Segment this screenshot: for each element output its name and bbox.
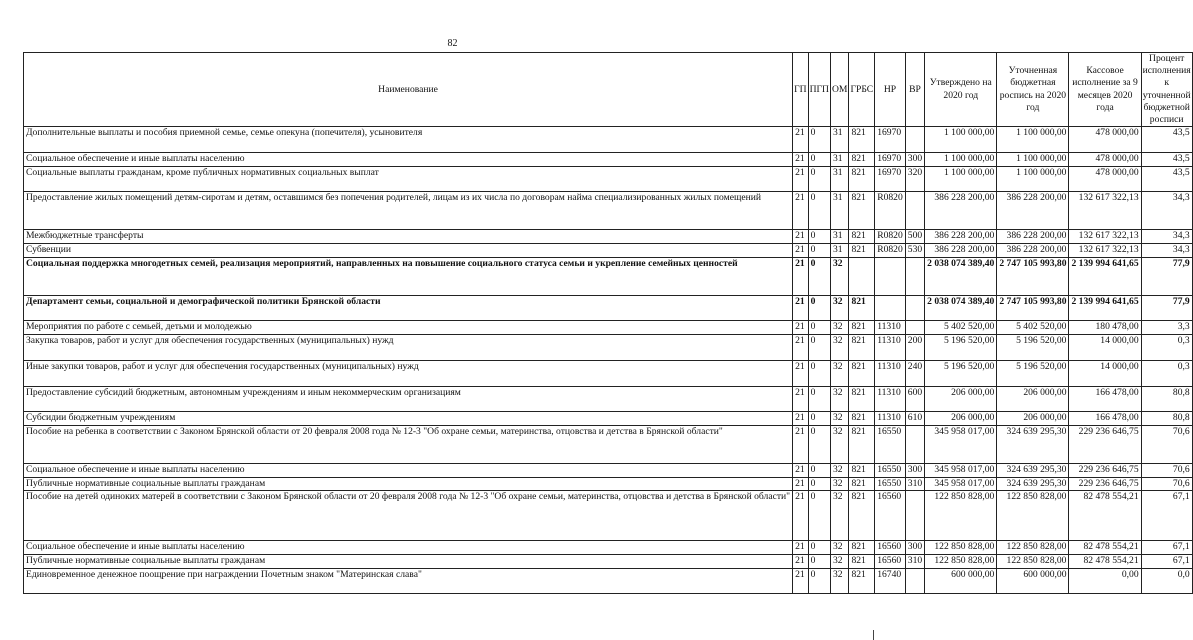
cell-nr: 16970: [875, 153, 906, 167]
cell-nr: R0820: [875, 244, 906, 258]
cell-percent: 34,3: [1141, 230, 1192, 244]
cell-grbs: [849, 257, 875, 295]
cell-grbs: 821: [849, 477, 875, 491]
cell-gp: 21: [793, 127, 808, 153]
cell-name: Субсидии бюджетным учреждениям: [24, 412, 793, 426]
cell-gp: 21: [793, 386, 808, 412]
cell-vr: 240: [905, 360, 924, 386]
cell-vr: 310: [905, 477, 924, 491]
cell-pgp: 0: [808, 554, 830, 568]
table-row: [24, 230, 1193, 244]
cell-approved: 122 850 828,00: [925, 541, 997, 555]
cell-revised: 122 850 828,00: [997, 541, 1069, 555]
cell-gp: 21: [793, 554, 808, 568]
cell-grbs: 821: [849, 491, 875, 541]
cell-nr: [875, 257, 906, 295]
cell-vr: [905, 295, 924, 321]
cell-approved: 5 196 520,00: [925, 360, 997, 386]
cell-cash: 229 236 646,75: [1069, 425, 1141, 463]
cell-om: 32: [830, 386, 848, 412]
cell-percent: 0,3: [1141, 360, 1192, 386]
cell-om: 31: [830, 153, 848, 167]
cell-nr: 16550: [875, 425, 906, 463]
table-row: [24, 554, 1193, 568]
cell-om: 31: [830, 244, 848, 258]
cell-grbs: 821: [849, 153, 875, 167]
cell-name: Дополнительные выплаты и пособия приемной семье, семье опекуна (попечителя), усыновителя: [24, 127, 793, 153]
cell-percent: 67,1: [1141, 554, 1192, 568]
cell-pgp: 0: [808, 321, 830, 335]
cell-revised: 122 850 828,00: [997, 554, 1069, 568]
cell-om: 32: [830, 477, 848, 491]
cell-gp: 21: [793, 166, 808, 192]
cell-percent: 43,5: [1141, 127, 1192, 153]
cell-percent: 0,3: [1141, 334, 1192, 360]
cell-approved: 386 228 200,00: [925, 192, 997, 230]
cell-name: Мероприятия по работе с семьей, детьми и молодежью: [24, 321, 793, 335]
cell-approved: 345 958 017,00: [925, 477, 997, 491]
page-edge-mark: [873, 630, 874, 640]
cell-pgp: 0: [808, 425, 830, 463]
cell-approved: 600 000,00: [925, 568, 997, 594]
cell-gp: 21: [793, 425, 808, 463]
cell-percent: 77,9: [1141, 295, 1192, 321]
cell-name: Иные закупки товаров, работ и услуг для обеспечения государственных (муниципальных) нужд: [24, 360, 793, 386]
cell-approved: 386 228 200,00: [925, 244, 997, 258]
cell-vr: [905, 425, 924, 463]
cell-gp: 21: [793, 412, 808, 426]
cell-gp: 21: [793, 257, 808, 295]
cell-revised: 324 639 295,30: [997, 425, 1069, 463]
cell-vr: [905, 321, 924, 335]
cell-om: 31: [830, 166, 848, 192]
cell-vr: 600: [905, 386, 924, 412]
cell-pgp: 0: [808, 257, 830, 295]
cell-om: 32: [830, 541, 848, 555]
cell-cash: 14 000,00: [1069, 360, 1141, 386]
cell-grbs: 821: [849, 568, 875, 594]
cell-approved: 345 958 017,00: [925, 425, 997, 463]
table-row: [24, 321, 1193, 335]
table-row: [24, 360, 1193, 386]
cell-grbs: 821: [849, 425, 875, 463]
cell-percent: 80,8: [1141, 386, 1192, 412]
cell-name: Предоставление субсидий бюджетным, автономным учреждениям и иным некоммерческим организациям: [24, 386, 793, 412]
cell-name: Публичные нормативные социальные выплаты гражданам: [24, 477, 793, 491]
cell-approved: 122 850 828,00: [925, 491, 997, 541]
cell-revised: 5 196 520,00: [997, 334, 1069, 360]
cell-revised: 2 747 105 993,80: [997, 295, 1069, 321]
cell-pgp: 0: [808, 192, 830, 230]
cell-nr: R0820: [875, 192, 906, 230]
cell-cash: 82 478 554,21: [1069, 491, 1141, 541]
cell-cash: 478 000,00: [1069, 153, 1141, 167]
cell-revised: 122 850 828,00: [997, 491, 1069, 541]
cell-om: 32: [830, 463, 848, 477]
table-row: [24, 334, 1193, 360]
table-row: [24, 477, 1193, 491]
cell-vr: [905, 568, 924, 594]
cell-vr: [905, 127, 924, 153]
cell-om: 32: [830, 425, 848, 463]
cell-approved: 1 100 000,00: [925, 127, 997, 153]
cell-approved: 206 000,00: [925, 386, 997, 412]
table-row: [24, 412, 1193, 426]
cell-percent: 67,1: [1141, 541, 1192, 555]
cell-grbs: 821: [849, 166, 875, 192]
cell-cash: 132 617 322,13: [1069, 244, 1141, 258]
cell-vr: [905, 257, 924, 295]
cell-grbs: 821: [849, 321, 875, 335]
cell-om: 32: [830, 491, 848, 541]
cell-vr: 300: [905, 541, 924, 555]
cell-percent: 3,3: [1141, 321, 1192, 335]
cell-pgp: 0: [808, 295, 830, 321]
cell-revised: 324 639 295,30: [997, 463, 1069, 477]
cell-pgp: 0: [808, 127, 830, 153]
cell-percent: 70,6: [1141, 463, 1192, 477]
cell-approved: 122 850 828,00: [925, 554, 997, 568]
cell-revised: 386 228 200,00: [997, 192, 1069, 230]
cell-name: Социальная поддержка многодетных семей, реализация мероприятий, направленных на повышение социального статуса семьи и укрепление семейных ценностей: [24, 257, 793, 295]
cell-gp: 21: [793, 244, 808, 258]
cell-vr: 530: [905, 244, 924, 258]
cell-gp: 21: [793, 230, 808, 244]
cell-gp: 21: [793, 334, 808, 360]
cell-approved: 386 228 200,00: [925, 230, 997, 244]
cell-gp: 21: [793, 491, 808, 541]
cell-cash: 82 478 554,21: [1069, 541, 1141, 555]
cell-name: Социальные выплаты гражданам, кроме публичных нормативных социальных выплат: [24, 166, 793, 192]
cell-revised: 1 100 000,00: [997, 166, 1069, 192]
cell-cash: 180 478,00: [1069, 321, 1141, 335]
table-row: [24, 568, 1193, 594]
cell-percent: 34,3: [1141, 192, 1192, 230]
cell-gp: 21: [793, 192, 808, 230]
table-row: [24, 425, 1193, 463]
cell-cash: 166 478,00: [1069, 412, 1141, 426]
cell-percent: 70,6: [1141, 425, 1192, 463]
cell-vr: [905, 192, 924, 230]
cell-approved: 5 196 520,00: [925, 334, 997, 360]
cell-cash: 478 000,00: [1069, 127, 1141, 153]
cell-name: Пособие на ребенка в соответствии с Законом Брянской области от 20 февраля 2008 года № 12-3 "Об охране семьи, материнства, отцовства и детства в Брянской области": [24, 425, 793, 463]
cell-vr: 200: [905, 334, 924, 360]
cell-nr: 11310: [875, 412, 906, 426]
table-row: [24, 257, 1193, 295]
cell-pgp: 0: [808, 230, 830, 244]
cell-approved: 345 958 017,00: [925, 463, 997, 477]
cell-vr: [905, 491, 924, 541]
cell-name: Закупка товаров, работ и услуг для обеспечения государственных (муниципальных) нужд: [24, 334, 793, 360]
cell-pgp: 0: [808, 334, 830, 360]
table-row: [24, 166, 1193, 192]
cell-nr: R0820: [875, 230, 906, 244]
cell-om: 32: [830, 295, 848, 321]
cell-pgp: 0: [808, 386, 830, 412]
cell-revised: 386 228 200,00: [997, 230, 1069, 244]
cell-grbs: 821: [849, 192, 875, 230]
cell-cash: 229 236 646,75: [1069, 463, 1141, 477]
cell-nr: 11310: [875, 334, 906, 360]
cell-om: 32: [830, 360, 848, 386]
cell-pgp: 0: [808, 477, 830, 491]
cell-om: 32: [830, 412, 848, 426]
cell-gp: 21: [793, 295, 808, 321]
cell-vr: 300: [905, 463, 924, 477]
cell-name: Социальное обеспечение и иные выплаты населению: [24, 541, 793, 555]
cell-pgp: 0: [808, 360, 830, 386]
cell-om: 31: [830, 192, 848, 230]
cell-approved: 206 000,00: [925, 412, 997, 426]
cell-revised: 2 747 105 993,80: [997, 257, 1069, 295]
cell-percent: 0,0: [1141, 568, 1192, 594]
table-row: [24, 491, 1193, 541]
cell-pgp: 0: [808, 491, 830, 541]
cell-grbs: 821: [849, 244, 875, 258]
cell-percent: 77,9: [1141, 257, 1192, 295]
cell-approved: 2 038 074 389,40: [925, 257, 997, 295]
cell-om: 32: [830, 334, 848, 360]
cell-grbs: 821: [849, 230, 875, 244]
cell-vr: 610: [905, 412, 924, 426]
cell-cash: 132 617 322,13: [1069, 230, 1141, 244]
cell-approved: 5 402 520,00: [925, 321, 997, 335]
cell-cash: 2 139 994 641,65: [1069, 295, 1141, 321]
cell-gp: 21: [793, 321, 808, 335]
table-row: [24, 295, 1193, 321]
table-row: [24, 244, 1193, 258]
cell-name: Публичные нормативные социальные выплаты гражданам: [24, 554, 793, 568]
cell-cash: 2 139 994 641,65: [1069, 257, 1141, 295]
header-row: [24, 53, 1193, 127]
cell-grbs: 821: [849, 463, 875, 477]
header-name: Наименование: [24, 53, 793, 127]
cell-nr: 11310: [875, 360, 906, 386]
cell-percent: 67,1: [1141, 491, 1192, 541]
cell-gp: 21: [793, 477, 808, 491]
cell-nr: 16560: [875, 541, 906, 555]
cell-gp: 21: [793, 568, 808, 594]
header-vr: ВР: [905, 53, 924, 127]
cell-om: 32: [830, 257, 848, 295]
cell-om: 31: [830, 127, 848, 153]
cell-cash: 0,00: [1069, 568, 1141, 594]
header-gp: ГП: [793, 53, 808, 127]
cell-percent: 43,5: [1141, 166, 1192, 192]
cell-cash: 132 617 322,13: [1069, 192, 1141, 230]
cell-cash: 229 236 646,75: [1069, 477, 1141, 491]
cell-nr: 11310: [875, 386, 906, 412]
cell-pgp: 0: [808, 463, 830, 477]
cell-percent: 80,8: [1141, 412, 1192, 426]
cell-revised: 206 000,00: [997, 412, 1069, 426]
budget-table: [23, 52, 1193, 594]
cell-approved: 1 100 000,00: [925, 166, 997, 192]
table-row: [24, 386, 1193, 412]
cell-name: Субвенции: [24, 244, 793, 258]
cell-nr: [875, 295, 906, 321]
header-percent: Процент исполнения к уточненной бюджетной росписи: [1142, 53, 1191, 126]
cell-nr: 16560: [875, 554, 906, 568]
cell-cash: 166 478,00: [1069, 386, 1141, 412]
cell-revised: 5 196 520,00: [997, 360, 1069, 386]
cell-nr: 16550: [875, 463, 906, 477]
cell-approved: 2 038 074 389,40: [925, 295, 997, 321]
cell-nr: 16970: [875, 127, 906, 153]
cell-pgp: 0: [808, 166, 830, 192]
cell-grbs: 821: [849, 295, 875, 321]
cell-grbs: 821: [849, 412, 875, 426]
cell-om: 31: [830, 230, 848, 244]
cell-vr: 300: [905, 153, 924, 167]
cell-pgp: 0: [808, 244, 830, 258]
cell-vr: 310: [905, 554, 924, 568]
cell-nr: 11310: [875, 321, 906, 335]
header-om: ОМ: [830, 53, 848, 127]
cell-grbs: 821: [849, 554, 875, 568]
cell-approved: 1 100 000,00: [925, 153, 997, 167]
cell-vr: 320: [905, 166, 924, 192]
cell-om: 32: [830, 568, 848, 594]
cell-name: Межбюджетные трансферты: [24, 230, 793, 244]
header-approved: Утверждено на 2020 год: [925, 53, 997, 127]
cell-nr: 16970: [875, 166, 906, 192]
cell-grbs: 821: [849, 127, 875, 153]
header-grbs: ГРБС: [849, 53, 875, 127]
cell-grbs: 821: [849, 334, 875, 360]
cell-revised: 5 402 520,00: [997, 321, 1069, 335]
header-nr: НР: [875, 53, 906, 127]
cell-cash: 14 000,00: [1069, 334, 1141, 360]
cell-percent: 34,3: [1141, 244, 1192, 258]
header-cash: Кассовое исполнение за 9 месяцев 2020 года: [1069, 53, 1141, 127]
budget-table-body: [24, 127, 1193, 594]
cell-revised: 206 000,00: [997, 386, 1069, 412]
cell-cash: 82 478 554,21: [1069, 554, 1141, 568]
cell-cash: 478 000,00: [1069, 166, 1141, 192]
cell-nr: 16550: [875, 477, 906, 491]
cell-om: 32: [830, 321, 848, 335]
cell-name: Социальное обеспечение и иные выплаты населению: [24, 153, 793, 167]
cell-gp: 21: [793, 360, 808, 386]
cell-name: Социальное обеспечение и иные выплаты населению: [24, 463, 793, 477]
cell-percent: 43,5: [1141, 153, 1192, 167]
cell-revised: 324 639 295,30: [997, 477, 1069, 491]
cell-vr: 500: [905, 230, 924, 244]
cell-revised: 1 100 000,00: [997, 127, 1069, 153]
table-row: [24, 127, 1193, 153]
cell-name: Департамент семьи, социальной и демографической политики Брянской области: [24, 295, 793, 321]
table-row: [24, 463, 1193, 477]
cell-nr: 16560: [875, 491, 906, 541]
cell-pgp: 0: [808, 541, 830, 555]
cell-revised: 386 228 200,00: [997, 244, 1069, 258]
cell-om: 32: [830, 554, 848, 568]
table-row: [24, 153, 1193, 167]
cell-pgp: 0: [808, 568, 830, 594]
page-number: 82: [447, 38, 458, 49]
cell-percent: 70,6: [1141, 477, 1192, 491]
cell-revised: 1 100 000,00: [997, 153, 1069, 167]
cell-name: Предоставление жилых помещений детям-сиротам и детям, оставшимся без попечения родителей, лицам из их числа по договорам найма специализированных жилых помещений: [24, 192, 793, 230]
cell-pgp: 0: [808, 153, 830, 167]
cell-name: Единовременное денежное поощрение при награждении Почетным знаком "Материнская слава": [24, 568, 793, 594]
cell-gp: 21: [793, 541, 808, 555]
cell-grbs: 821: [849, 386, 875, 412]
cell-nr: 16740: [875, 568, 906, 594]
cell-grbs: 821: [849, 360, 875, 386]
cell-revised: 600 000,00: [997, 568, 1069, 594]
cell-pgp: 0: [808, 412, 830, 426]
header-pgp: ПГП: [808, 53, 830, 127]
table-row: [24, 192, 1193, 230]
table-row: [24, 541, 1193, 555]
cell-name: Пособие на детей одиноких матерей в соответствии с Законом Брянской области от 20 февраля 2008 года № 12-3 "Об охране семьи, материнства, отцовства и детства в Брянской области": [24, 491, 793, 541]
cell-gp: 21: [793, 463, 808, 477]
cell-gp: 21: [793, 153, 808, 167]
header-revised: Уточненная бюджетная роспись на 2020 год: [997, 53, 1069, 127]
cell-grbs: 821: [849, 541, 875, 555]
